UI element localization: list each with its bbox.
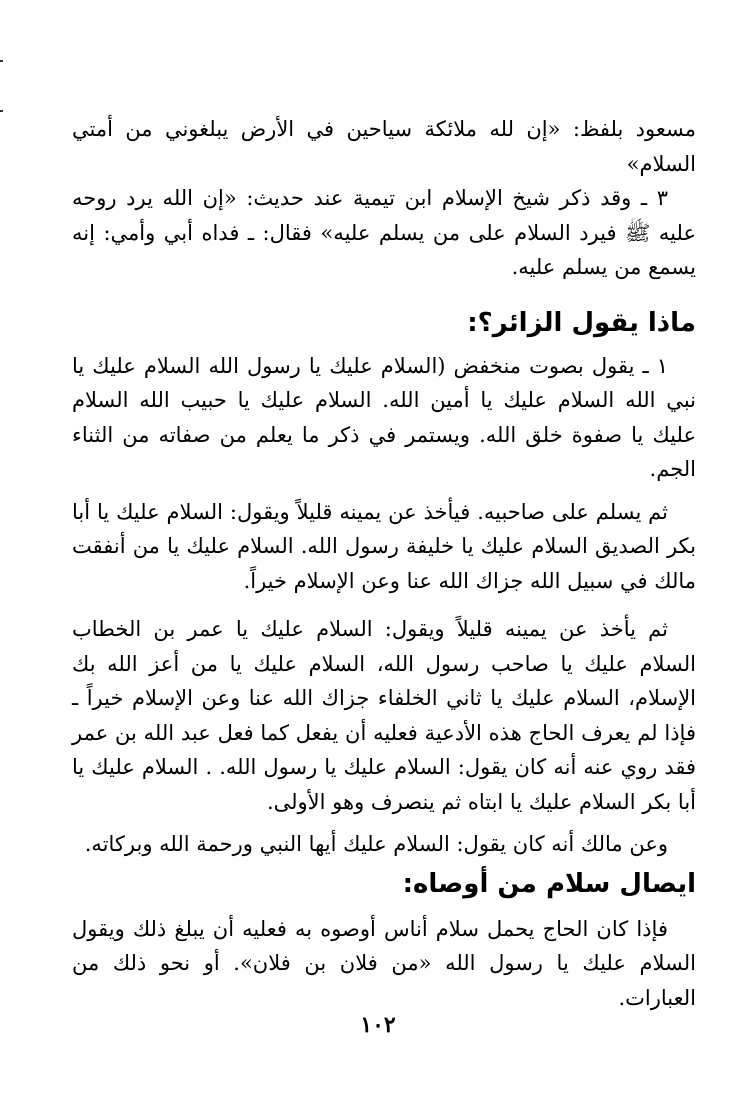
section-heading-what-visitor-says: ماذا يقول الزائر؟:: [467, 307, 696, 338]
page-number: ١٠٢: [360, 1012, 396, 1038]
paragraph-hadith-ibn-masud: مسعود بلفظ: «إن لله ملائكة سياحين في الأرض يبلغوني من أمتي السلام»: [72, 117, 696, 176]
paragraph-conveying-greetings: فإذا كان الحاج يحمل سلام أناس أوصوه به فعليه أن يبلغ ذلك ويقول السلام عليك يا رسول الله «من فلان بن فلان». أو نحو ذلك من العبارات.: [72, 916, 696, 1010]
paragraph-greeting-umar: ثم يأخذ عن يمينه قليلاً ويقول: السلام عليك يا عمر بن الخطاب السلام عليك يا صاحب رسول الله، السلام عليك يا من أعز الله بك الإسلام، السلام عليك يا ثاني الخلفاء جزاك الله عنا وعن الإسلام خيراً ـ فإذا لم يعرف الحاج هذه الأدعية فعليه أن يفعل كما فعل عبد الله بن عمر فقد روي عنه أنه كان يقول: السلام عليك يا رسول الله. . السلام عليك يا أبا بكر السلام عليك يا ابتاه ثم ينصرف وهو الأولى.: [72, 617, 696, 814]
paragraph-greeting-abu-bakr: ثم يسلم على صاحبيه. فيأخذ عن يمينه قليلاً ويقول: السلام عليك يا أبا بكر الصديق السلام عليك يا خليفة رسول الله. السلام عليك يا من أنفقت مالك في سبيل الله جزاك الله عنا وعن الإسلام خيراً.: [72, 499, 696, 593]
paragraph-malik: وعن مالك أنه كان يقول: السلام عليك أيها النبي ورحمة الله وبركاته.: [84, 832, 668, 856]
paragraph-greeting-prophet: ١ ـ يقول بصوت منخفض (السلام عليك يا رسول الله السلام عليك يا نبي الله السلام عليك يا أمين الله. السلام عليك يا حبيب الله السلام عليك يا صفوة خلق الله. ويستمر في ذكر ما يعلم من صفاته من الثناء الجم.: [72, 353, 696, 481]
margin-mark-top: [0, 60, 3, 62]
page-body: [72, 112, 696, 1015]
paragraph-ibn-taymiyyah: ٣ ـ وقد ذكر شيخ الإسلام ابن تيمية عند حديث: «إن الله يرد روحه عليه ﷺ فيرد السلام على من يسلم عليه» فقال: ـ فداه أبي وأمي: إنه يسمع من يسلم عليه.: [72, 186, 696, 279]
section-heading-conveying-greetings: ايصال سلام من أوصاه:: [402, 868, 696, 899]
margin-mark-bottom: [0, 110, 3, 112]
